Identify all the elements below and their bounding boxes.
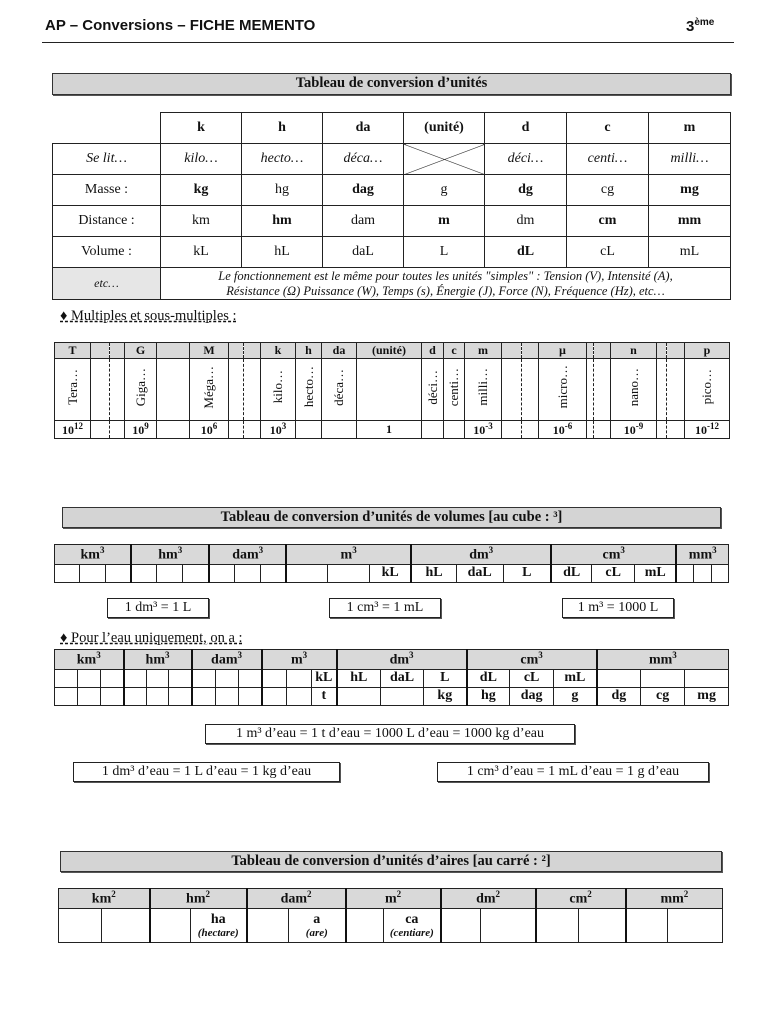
unit-name: (hectare) [197, 927, 239, 939]
unit-subcell [55, 564, 80, 582]
unit-cell: dg [485, 175, 567, 206]
unit-exponent: 2 [495, 889, 501, 900]
unit-subcell [235, 564, 260, 582]
water-equality-right: 1 cm³ d’eau = 1 mL d’eau = 1 g d’eau [437, 762, 709, 782]
prefix-name [157, 359, 190, 421]
unit-exponent: 3 [672, 650, 677, 660]
unit-subcell [124, 669, 147, 687]
prefix-name-text: Giga… [132, 367, 148, 407]
row-label: Distance : [53, 206, 161, 237]
unit-exponent: 2 [307, 889, 312, 900]
prefix-name [261, 359, 296, 421]
multiples-table [54, 342, 730, 439]
unit-subcell: cg [641, 687, 685, 705]
prefix-header: (unité) [404, 113, 485, 144]
power-of-ten [322, 421, 357, 439]
unit-subcell [711, 564, 728, 582]
unit-subcell: L [503, 564, 551, 582]
unit-subcell [169, 687, 192, 705]
power-exponent: -9 [635, 421, 644, 431]
prefix-symbol: p [685, 343, 730, 359]
unit-subcell [191, 909, 247, 943]
unit-cell: déca… [323, 144, 404, 175]
prefix-header: da [323, 113, 404, 144]
power-of-ten [110, 421, 125, 439]
power-of-ten [157, 421, 190, 439]
prefix-name [539, 359, 587, 421]
prefix-symbol: (unité) [357, 343, 422, 359]
unit-subcell [247, 909, 289, 943]
power-of-ten [244, 421, 261, 439]
unit-group-header: $km^3$ [55, 650, 124, 670]
power-of-ten [522, 421, 539, 439]
unit-cell: km [161, 206, 242, 237]
unit-subcell: t [312, 687, 337, 705]
prefix-symbol: c [444, 343, 465, 359]
prefix-name [322, 359, 357, 421]
unit-group-header: $mm^2$ [626, 889, 723, 909]
unit-cell: kilo… [161, 144, 242, 175]
grade-number: 3 [686, 18, 695, 35]
prefix-symbol: n [611, 343, 657, 359]
units-row [53, 237, 731, 268]
areas-table [58, 888, 723, 943]
prefix-name-text: nano… [625, 367, 641, 407]
multiple-power-row [55, 421, 730, 439]
unit-subcell [287, 669, 312, 687]
prefix-name-text: hecto… [300, 366, 316, 408]
units-row [53, 175, 731, 206]
unit-subcell [209, 564, 234, 582]
prefix-name-text: milli… [475, 368, 490, 406]
prefix-symbol [502, 343, 522, 359]
unit-subcell [183, 564, 210, 582]
prefix-name [125, 359, 157, 421]
unit-subcell [289, 909, 346, 943]
prefix-symbol [244, 343, 261, 359]
units-row [53, 206, 731, 237]
prefix-name [465, 359, 502, 421]
unit-subcell [626, 909, 668, 943]
prefix-name-text: micro… [554, 365, 570, 409]
unit-group-header: $mm^3$ [676, 545, 728, 565]
unit-cell: hm [242, 206, 323, 237]
unit-cell: dm [485, 206, 567, 237]
unit-group-header: $dm^3$ [337, 650, 467, 670]
prefix-name [522, 359, 539, 421]
units-header-row [53, 113, 731, 144]
unit-subcell [286, 564, 328, 582]
grade-label [686, 17, 714, 35]
unit-subcell: mL [554, 669, 597, 687]
prefix-symbol: M [190, 343, 229, 359]
unit-subcell [262, 687, 287, 705]
unit-subcell [101, 687, 124, 705]
units-table-title: Tableau de conversion d’unités [52, 73, 731, 95]
power-of-ten [594, 421, 611, 439]
unit-subcell: kL [312, 669, 337, 687]
power-exponent: -12 [707, 421, 719, 431]
power-of-ten: $10^6$ [190, 421, 229, 439]
unit-cell: dag [323, 175, 404, 206]
prefix-name [611, 359, 657, 421]
prefix-header: k [161, 113, 242, 144]
unit-cell: kg [161, 175, 242, 206]
unit-group-header: $hm^3$ [131, 545, 210, 565]
grade-sup: ème [694, 17, 715, 28]
power-of-ten: 1 [357, 421, 422, 439]
power-of-ten [502, 421, 522, 439]
unit-group-header: dam$^3$ [209, 545, 285, 565]
unit-exponent: 3 [96, 650, 101, 660]
power-of-ten: $10^{12}$ [55, 421, 91, 439]
unit-group-header: dam$^2$ [247, 889, 346, 909]
unit-subcell [192, 687, 216, 705]
unit-subcell [685, 669, 729, 687]
prefix-name-text: Méga… [201, 365, 216, 409]
etc-row [53, 268, 731, 300]
unit-subcell [131, 564, 156, 582]
prefix-name [190, 359, 229, 421]
unit-subcell [78, 687, 101, 705]
unit-subcell [579, 909, 626, 943]
prefix-name [444, 359, 465, 421]
unit-group-header: $cm^2$ [536, 889, 626, 909]
unit-subcell-row [55, 687, 729, 705]
unit-group-header: $hm^3$ [124, 650, 192, 670]
unit-group-header-row [59, 889, 723, 909]
unit-group-header: $km^2$ [59, 889, 150, 909]
unit-exponent: 3 [302, 650, 308, 660]
equality-box: 1 m³ = 1000 L [562, 598, 674, 618]
unit-group-header: $mm^3$ [597, 650, 729, 670]
unit-subcell: kg [424, 687, 467, 705]
power-exponent: 6 [212, 421, 218, 431]
unit-subcell [216, 687, 239, 705]
unit-subcell: hL [411, 564, 456, 582]
unit-exponent: 2 [205, 889, 210, 900]
prefix-name [110, 359, 125, 421]
unit-subcell [668, 909, 723, 943]
power-of-ten [229, 421, 244, 439]
unit-cell: centi… [567, 144, 649, 175]
unit-subcell [441, 909, 481, 943]
prefix-symbol [229, 343, 244, 359]
unit-group-header: $dm^3$ [411, 545, 551, 565]
unit-exponent: 2 [683, 889, 689, 900]
prefix-symbol [91, 343, 110, 359]
unit-subcell [124, 687, 147, 705]
unit-exponent: 3 [258, 545, 264, 555]
prefix-symbol: h [296, 343, 322, 359]
prefix-header: m [649, 113, 731, 144]
prefix-name [502, 359, 522, 421]
unit-name: (centiare) [389, 927, 434, 939]
unit-subcell [260, 564, 285, 582]
unit-cell: cg [567, 175, 649, 206]
unit-exponent: 3 [409, 650, 414, 660]
unit-cell: mg [649, 175, 731, 206]
prefix-name [422, 359, 444, 421]
unit-symbol: a [313, 912, 321, 927]
multiples-heading: ♦ Multiples et sous-multiples : [60, 308, 237, 324]
multiple-name-row [55, 359, 730, 421]
multiple-symbol-row [55, 343, 730, 359]
prefix-symbol: da [322, 343, 357, 359]
unit-cell: cm [567, 206, 649, 237]
unit-cell: g [404, 175, 485, 206]
unit-subcell: mL [635, 564, 677, 582]
prefix-name-text: déca… [331, 368, 346, 406]
unit-cell: m [404, 206, 485, 237]
row-label: Se lit… [53, 144, 161, 175]
etc-note [161, 268, 731, 300]
power-exponent: 12 [74, 421, 83, 431]
prefix-header: h [242, 113, 323, 144]
unit-subcell [239, 669, 262, 687]
unit-exponent: 2 [396, 889, 402, 900]
unit-subcell [147, 687, 169, 705]
water-heading: ♦ Pour l’eau uniquement, on a : [60, 630, 243, 646]
unit-subcell [337, 687, 381, 705]
power-of-ten: $10^3$ [261, 421, 296, 439]
unit-group-header: $hm^2$ [150, 889, 247, 909]
unit-subcell [150, 909, 191, 943]
prefix-name [594, 359, 611, 421]
unit-exponent: 3 [177, 545, 183, 555]
prefix-name [587, 359, 594, 421]
header-divider [42, 42, 734, 43]
water-equality-main: 1 m³ d’eau = 1 t d’eau = 1000 L d’eau = 1000 kg d’eau [205, 724, 575, 744]
unit-symbol: ha [210, 912, 226, 927]
unit-subcell [239, 687, 262, 705]
unit-exponent: 3 [712, 545, 717, 555]
power-of-ten: $10^{-3}$ [465, 421, 502, 439]
unit-subcell [80, 564, 105, 582]
unit-subcell [192, 669, 216, 687]
power-of-ten [91, 421, 110, 439]
unit-subcell [156, 564, 183, 582]
prefix-symbol: µ [539, 343, 587, 359]
unit-subcell-row [55, 669, 729, 687]
power-of-ten [422, 421, 444, 439]
unit-subcell [346, 909, 384, 943]
unit-exponent: 3 [538, 650, 543, 660]
prefix-name [357, 359, 422, 421]
empty-corner [53, 113, 161, 144]
unit-subcell [216, 669, 239, 687]
unit-cell: daL [323, 237, 404, 268]
unit-subcell [597, 669, 641, 687]
unit-subcell [102, 909, 150, 943]
unit-subcell: L [424, 669, 467, 687]
prefix-name-text: Tera… [64, 369, 80, 405]
unit-cell: dL [485, 237, 567, 268]
prefix-name-text: kilo… [270, 370, 285, 404]
prefix-name [667, 359, 685, 421]
unit-group-header: $m^3$ [262, 650, 337, 670]
etc-note-line: Le fonctionnement est le même pour toutes les unités "simples" : Tension (V), Intensité (A), [218, 268, 673, 283]
power-of-ten: $10^{-6}$ [539, 421, 587, 439]
unit-cell: mL [649, 237, 731, 268]
prefix-name [229, 359, 244, 421]
unit-subcell-row [59, 909, 723, 943]
unit-symbol: ca [405, 912, 419, 927]
unit-group-header-row [55, 545, 729, 565]
unit-subcell [55, 669, 78, 687]
unit-cell: milli… [649, 144, 731, 175]
prefix-name [91, 359, 110, 421]
power-exponent: 3 [281, 421, 287, 431]
unit-exponent: 2 [587, 889, 592, 900]
unit-group-header: $dm^2$ [441, 889, 536, 909]
prefix-name [244, 359, 261, 421]
unit-subcell: hg [467, 687, 510, 705]
prefix-name-text: déci… [424, 369, 440, 405]
unit-cell: déci… [485, 144, 567, 175]
power-of-ten [587, 421, 594, 439]
unit-cell: cL [567, 237, 649, 268]
prefix-symbol: m [465, 343, 502, 359]
unit-subcell [694, 564, 711, 582]
prefix-symbol: T [55, 343, 91, 359]
prefix-symbol [594, 343, 611, 359]
power-of-ten: $10^{-9}$ [611, 421, 657, 439]
unit-subcell [328, 564, 370, 582]
prefix-header: c [567, 113, 649, 144]
unit-subcell [536, 909, 579, 943]
unit-subcell: hL [337, 669, 381, 687]
unit-exponent: 3 [164, 650, 170, 660]
prefix-name-text: pico… [699, 369, 714, 405]
unit-subcell: dL [467, 669, 510, 687]
unit-name: (are) [305, 927, 328, 939]
unit-subcell: mg [685, 687, 729, 705]
unit-subcell: daL [381, 669, 424, 687]
units-conversion-table [52, 112, 731, 300]
etc-note-line: Résistance (Ω) Puissance (W), Temps (s), Énergie (J), Force (N), Fréquence (Hz), etc… [226, 283, 665, 298]
unit-group-header: dam$^3$ [192, 650, 262, 670]
prefix-symbol [522, 343, 539, 359]
power-exponent: -6 [564, 421, 573, 431]
unit-exponent: 3 [352, 545, 357, 555]
unit-subcell: cL [510, 669, 554, 687]
unit-cell: hg [242, 175, 323, 206]
unit-subcell: kL [370, 564, 412, 582]
unit-subcell [641, 669, 685, 687]
unit-cell: L [404, 237, 485, 268]
power-of-ten [657, 421, 667, 439]
unit-exponent: 2 [111, 889, 116, 900]
prefix-name-text: centi… [446, 367, 461, 407]
unit-subcell: dag [510, 687, 554, 705]
unit-group-header: $km^3$ [55, 545, 131, 565]
unit-group-header-row [55, 650, 729, 670]
power-exponent: 9 [144, 421, 149, 431]
prefix-symbol: k [261, 343, 296, 359]
document-title: AP – Conversions – FICHE MEMENTO [45, 17, 316, 34]
unit-group-header: $cm^3$ [551, 545, 676, 565]
prefix-symbol [667, 343, 685, 359]
unit-subcell [147, 669, 169, 687]
unit-subcell [105, 564, 130, 582]
areas-table-title: Tableau de conversion d’unités d’aires [au carré : ²] [60, 851, 722, 872]
unit-subcell-row [55, 564, 729, 582]
power-of-ten [444, 421, 465, 439]
unit-subcell: daL [456, 564, 503, 582]
equality-box: 1 cm³ = 1 mL [329, 598, 441, 618]
unit-subcell [78, 669, 101, 687]
unit-cell: dam [323, 206, 404, 237]
etc-label: etc… [53, 268, 161, 300]
unit-exponent: 3 [99, 545, 105, 555]
prefix-name [685, 359, 730, 421]
unit-subcell [101, 669, 124, 687]
crossed-cell [404, 144, 485, 175]
unit-subcell: dg [597, 687, 641, 705]
unit-exponent: 3 [237, 650, 242, 660]
prefix-name [657, 359, 667, 421]
unit-cell: hecto… [242, 144, 323, 175]
unit-subcell [381, 687, 424, 705]
unit-exponent: 3 [620, 545, 625, 555]
row-label: Masse : [53, 175, 161, 206]
prefix-symbol: d [422, 343, 444, 359]
unit-group-header: $m^2$ [346, 889, 441, 909]
prefix-symbol [110, 343, 125, 359]
power-of-ten [296, 421, 322, 439]
power-of-ten: $10^9$ [125, 421, 157, 439]
water-equality-left: 1 dm³ d’eau = 1 L d’eau = 1 kg d’eau [73, 762, 340, 782]
power-exponent: -3 [485, 421, 493, 431]
power-of-ten: $10^{-12}$ [685, 421, 730, 439]
power-of-ten [667, 421, 685, 439]
volumes-table-title: Tableau de conversion d’unités de volumes [au cube : ³] [62, 507, 721, 528]
unit-subcell [55, 687, 78, 705]
unit-cell: hL [242, 237, 323, 268]
unit-cell: kL [161, 237, 242, 268]
unit-subcell [384, 909, 441, 943]
unit-exponent: 3 [488, 545, 494, 555]
prefix-header: d [485, 113, 567, 144]
unit-subcell [169, 669, 192, 687]
unit-group-header: $cm^3$ [467, 650, 597, 670]
prefix-name [55, 359, 91, 421]
prefix-symbol [657, 343, 667, 359]
unit-subcell [481, 909, 536, 943]
unit-subcell: g [554, 687, 597, 705]
unit-subcell: dL [551, 564, 592, 582]
row-label: Volume : [53, 237, 161, 268]
water-table [54, 649, 729, 706]
units-row [53, 144, 731, 175]
volumes-table [54, 544, 729, 583]
equality-box: 1 dm³ = 1 L [107, 598, 209, 618]
prefix-symbol [587, 343, 594, 359]
unit-subcell [287, 687, 312, 705]
unit-subcell [676, 564, 693, 582]
unit-subcell [59, 909, 102, 943]
prefix-symbol [157, 343, 190, 359]
prefix-name [296, 359, 322, 421]
unit-subcell: cL [592, 564, 635, 582]
unit-cell: mm [649, 206, 731, 237]
unit-subcell [262, 669, 287, 687]
prefix-symbol: G [125, 343, 157, 359]
unit-group-header: $m^3$ [286, 545, 411, 565]
